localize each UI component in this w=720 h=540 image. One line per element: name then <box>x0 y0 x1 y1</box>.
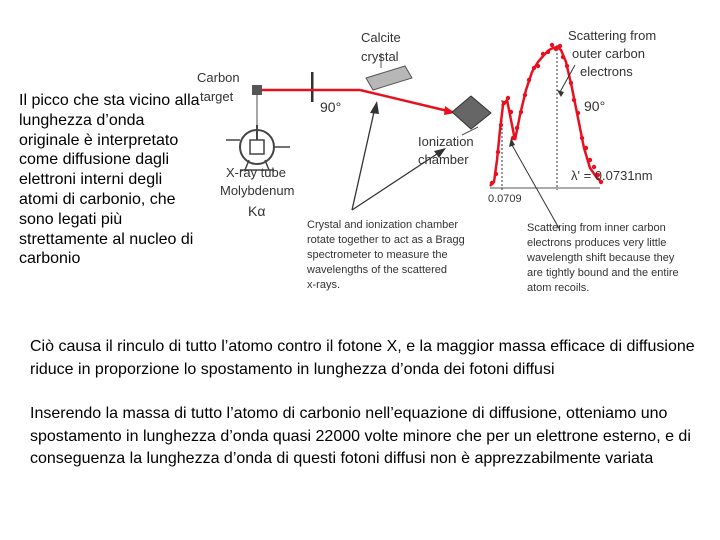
ionization-label-2: chamber <box>418 152 469 167</box>
xray-label-2: Molybdenum <box>220 183 295 198</box>
recoil-paragraph: Ciò causa il rinculo di tutto l’atomo contro il fotone X, e la maggior massa efficace di diffusione riduce in proporzione lo spostamento in lunghezza d’onda dei fotoni diffusi <box>30 338 695 378</box>
calcite-label-1: Calcite <box>361 30 401 45</box>
outer-note <box>568 28 656 79</box>
ionization-chamber <box>452 96 491 129</box>
ionization-label-1: Ionization <box>418 134 474 149</box>
crystal-note <box>306 219 465 291</box>
inner-note-line: electrons produces very little <box>527 237 667 249</box>
outer-note-line: Scattering from <box>568 28 657 43</box>
calcite-label-2: crystal <box>361 49 399 64</box>
inner-note-line: Scattering from inner carbon <box>527 222 666 234</box>
mass-paragraph: Inserendo la massa di tutto l’atomo di carbonio nell’equazione di diffusione, otteniamo uno spostamento in lunghezza d’onda quasi 22000 volte minore che per un elettrone esterno, e di conseguenza la lunghezza d’onda di questi fotoni diffusi non è apprezzabilmente variata <box>30 405 691 467</box>
right-angle-label: 90° <box>584 98 606 114</box>
shifted-wavelength-label: λ' = 0.0731nm <box>571 168 653 183</box>
inner-note-line: atom recoils. <box>527 282 590 294</box>
crystal-note-line: Crystal and ionization chamber <box>307 219 459 231</box>
carbon-label-2: target <box>200 89 234 104</box>
outer-note-line: outer carbon <box>572 46 645 61</box>
crystal-note-line: x-rays. <box>307 279 340 291</box>
crystal-note-line: wavelengths of the scattered <box>307 264 448 276</box>
inner-note <box>526 222 679 294</box>
outer-note-line: electrons <box>580 64 633 79</box>
carbon-target <box>252 85 262 95</box>
inner-note-line: wavelength shift because they <box>527 252 675 264</box>
inner-note-line: are tightly bound and the entire <box>527 267 679 279</box>
original-wavelength-label: 0.0709 <box>488 193 522 205</box>
carbon-label-1: Carbon <box>197 70 240 85</box>
left-angle-label: 90° <box>320 99 342 115</box>
crystal-note-line: spectrometer to measure the <box>307 249 448 261</box>
xray-label-3: Kα <box>248 203 266 219</box>
xray-label-1: X-ray tube <box>226 165 286 180</box>
calcite-crystal <box>366 66 412 90</box>
inner-scattering-explanation: Il picco che sta vicino alla lunghezza d’onda originale è interpretato come diffusione dagli elettroni interni degli atomi di carbonio, che sono legati più strettamente al nucleo di carbonio <box>19 92 200 268</box>
crystal-note-line: rotate together to act as a Bragg <box>307 234 465 246</box>
